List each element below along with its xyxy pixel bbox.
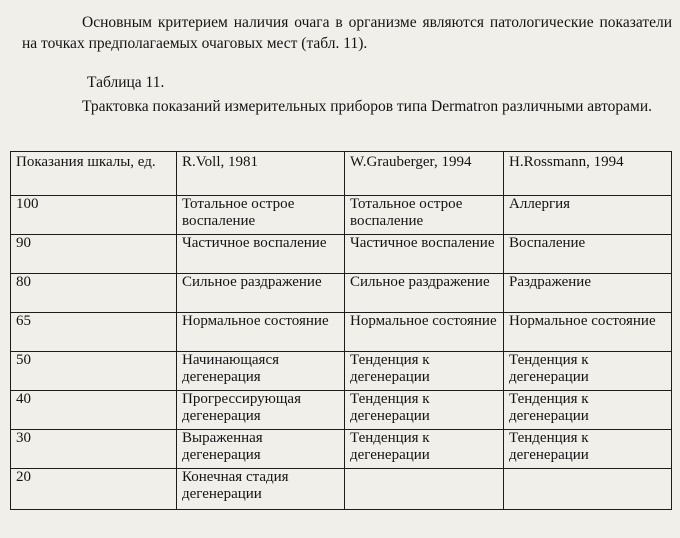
cell-scale: 30 [11,430,177,469]
cell-rossmann: Воспаление [504,235,672,274]
cell-rossmann [504,469,672,510]
cell-scale: 80 [11,274,177,313]
cell-grauberger: Тенденция к дегенерации [345,391,504,430]
table-number: Таблица 11. [87,74,165,91]
cell-grauberger: Тенденция к дегенерации [345,430,504,469]
table-row [11,352,672,391]
cell-voll: Выраженная дегенерация [177,430,345,469]
cell-scale: 20 [11,469,177,510]
table-row [11,235,672,274]
cell-voll: Конечная стадия дегенерации [177,469,345,510]
intro-paragraph: Основным критерием наличия очага в организме являются патологические показатели на точках предполагаемых очаговых мест (табл. 11). [22,14,672,52]
cell-scale: 100 [11,196,177,235]
cell-rossmann: Тенденция к дегенерации [504,391,672,430]
table-row [11,274,672,313]
cell-grauberger: Тотальное острое воспаление [345,196,504,235]
cell-grauberger [345,469,504,510]
cell-rossmann: Аллергия [504,196,672,235]
cell-voll: Сильное раздражение [177,274,345,313]
cell-voll: Частичное воспаление [177,235,345,274]
dermatron-interpretation-table [10,151,672,510]
table-row [11,430,672,469]
cell-grauberger: Нормальное состояние [345,313,504,352]
cell-grauberger: Тенденция к дегенерации [345,352,504,391]
table-row [11,313,672,352]
cell-rossmann: Тенденция к дегенерации [504,430,672,469]
cell-voll: Тотальное острое воспаление [177,196,345,235]
cell-rossmann: Нормальное состояние [504,313,672,352]
cell-voll: Прогрессирующая дегенерация [177,391,345,430]
cell-scale: 65 [11,313,177,352]
cell-voll: Нормальное состояние [177,313,345,352]
cell-voll: Начинающаяся дегенерация [177,352,345,391]
header-rossmann: H.Rossmann, 1994 [504,152,672,196]
table-row [11,391,672,430]
cell-grauberger: Частичное воспаление [345,235,504,274]
table-row [11,196,672,235]
header-scale: Показания шкалы, ед. [11,152,177,196]
cell-scale: 40 [11,391,177,430]
table-row [11,469,672,510]
table-title: Трактовка показаний измерительных приборов типа Dermatron различными авторами. [82,98,653,115]
cell-grauberger: Сильное раздражение [345,274,504,313]
cell-scale: 90 [11,235,177,274]
table-header-row [11,152,672,196]
header-voll: R.Voll, 1981 [177,152,345,196]
cell-rossmann: Раздражение [504,274,672,313]
cell-scale: 50 [11,352,177,391]
cell-rossmann: Тенденция к дегенерации [504,352,672,391]
header-grauberger: W.Grauberger, 1994 [345,152,504,196]
